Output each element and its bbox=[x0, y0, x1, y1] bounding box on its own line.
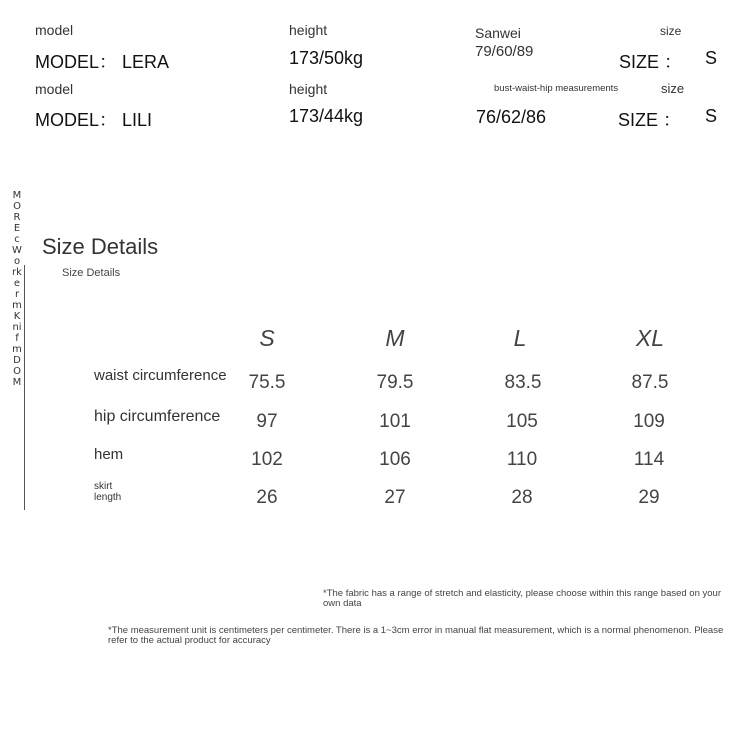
height-label: height bbox=[289, 81, 328, 97]
height-value: 173/50kg bbox=[289, 48, 364, 68]
cell: 106 bbox=[379, 449, 411, 470]
size-letter: S bbox=[705, 106, 718, 126]
measurement-value: 76/62/86 bbox=[476, 107, 547, 127]
size-letter: S bbox=[705, 48, 718, 68]
size-details-title: Size Details bbox=[42, 234, 159, 259]
row-label-hem: hem bbox=[94, 446, 124, 463]
row-label-waist: waist circumference bbox=[94, 367, 227, 384]
size-value: SIZE ： bbox=[618, 110, 682, 130]
cell: 83.5 bbox=[504, 372, 542, 393]
size-header-xl: XL bbox=[635, 325, 665, 351]
cell: 79.5 bbox=[376, 372, 414, 393]
model-name: MODEL： LERA bbox=[35, 52, 170, 72]
row-label-length: length bbox=[94, 492, 122, 503]
cell: 97 bbox=[256, 411, 278, 432]
model-label: model bbox=[35, 81, 74, 97]
cell: 109 bbox=[633, 411, 665, 432]
cell: 27 bbox=[384, 487, 406, 508]
cell: 114 bbox=[633, 449, 665, 470]
cell: 75.5 bbox=[248, 372, 286, 393]
model-name: MODEL： LILI bbox=[35, 110, 153, 130]
size-label: size bbox=[661, 81, 685, 96]
size-details-subtitle: Size Details bbox=[62, 267, 121, 279]
cell: 26 bbox=[256, 487, 278, 508]
model-label: model bbox=[35, 22, 74, 38]
cell: 102 bbox=[251, 449, 283, 470]
measurement-label: bust-waist-hip measurements bbox=[494, 83, 619, 94]
size-header-m: M bbox=[385, 325, 405, 351]
cell: 29 bbox=[638, 487, 660, 508]
cell: 110 bbox=[506, 449, 538, 470]
row-label-hip: hip circumference bbox=[94, 408, 221, 425]
row-label-skirt: skirt bbox=[94, 481, 113, 492]
cell: 28 bbox=[511, 487, 533, 508]
cell: 87.5 bbox=[631, 372, 669, 393]
size-value: SIZE ： bbox=[619, 52, 683, 72]
height-label: height bbox=[289, 22, 328, 38]
fabric-note: *The fabric has a range of stretch and elasticity, please choose within this range based on your own data bbox=[323, 588, 721, 609]
measurement-value: 79/60/89 bbox=[475, 43, 534, 60]
vertical-brand-text: MORE cWorker m Knifm DOM bbox=[12, 190, 22, 388]
size-header-s: S bbox=[259, 325, 275, 351]
size-label: size bbox=[660, 24, 682, 38]
height-value: 173/44kg bbox=[289, 106, 364, 126]
cell: 101 bbox=[379, 411, 411, 432]
cell: 105 bbox=[506, 411, 538, 432]
measurement-label: Sanwei bbox=[475, 25, 521, 41]
measurement-note: *The measurement unit is centimeters per centimeter. There is a 1~3cm error in manual flat measurement, which is a normal phenomenon. Please refer to the actual product for accuracy bbox=[108, 625, 724, 646]
vertical-divider bbox=[24, 265, 25, 510]
size-header-l: L bbox=[513, 325, 527, 351]
